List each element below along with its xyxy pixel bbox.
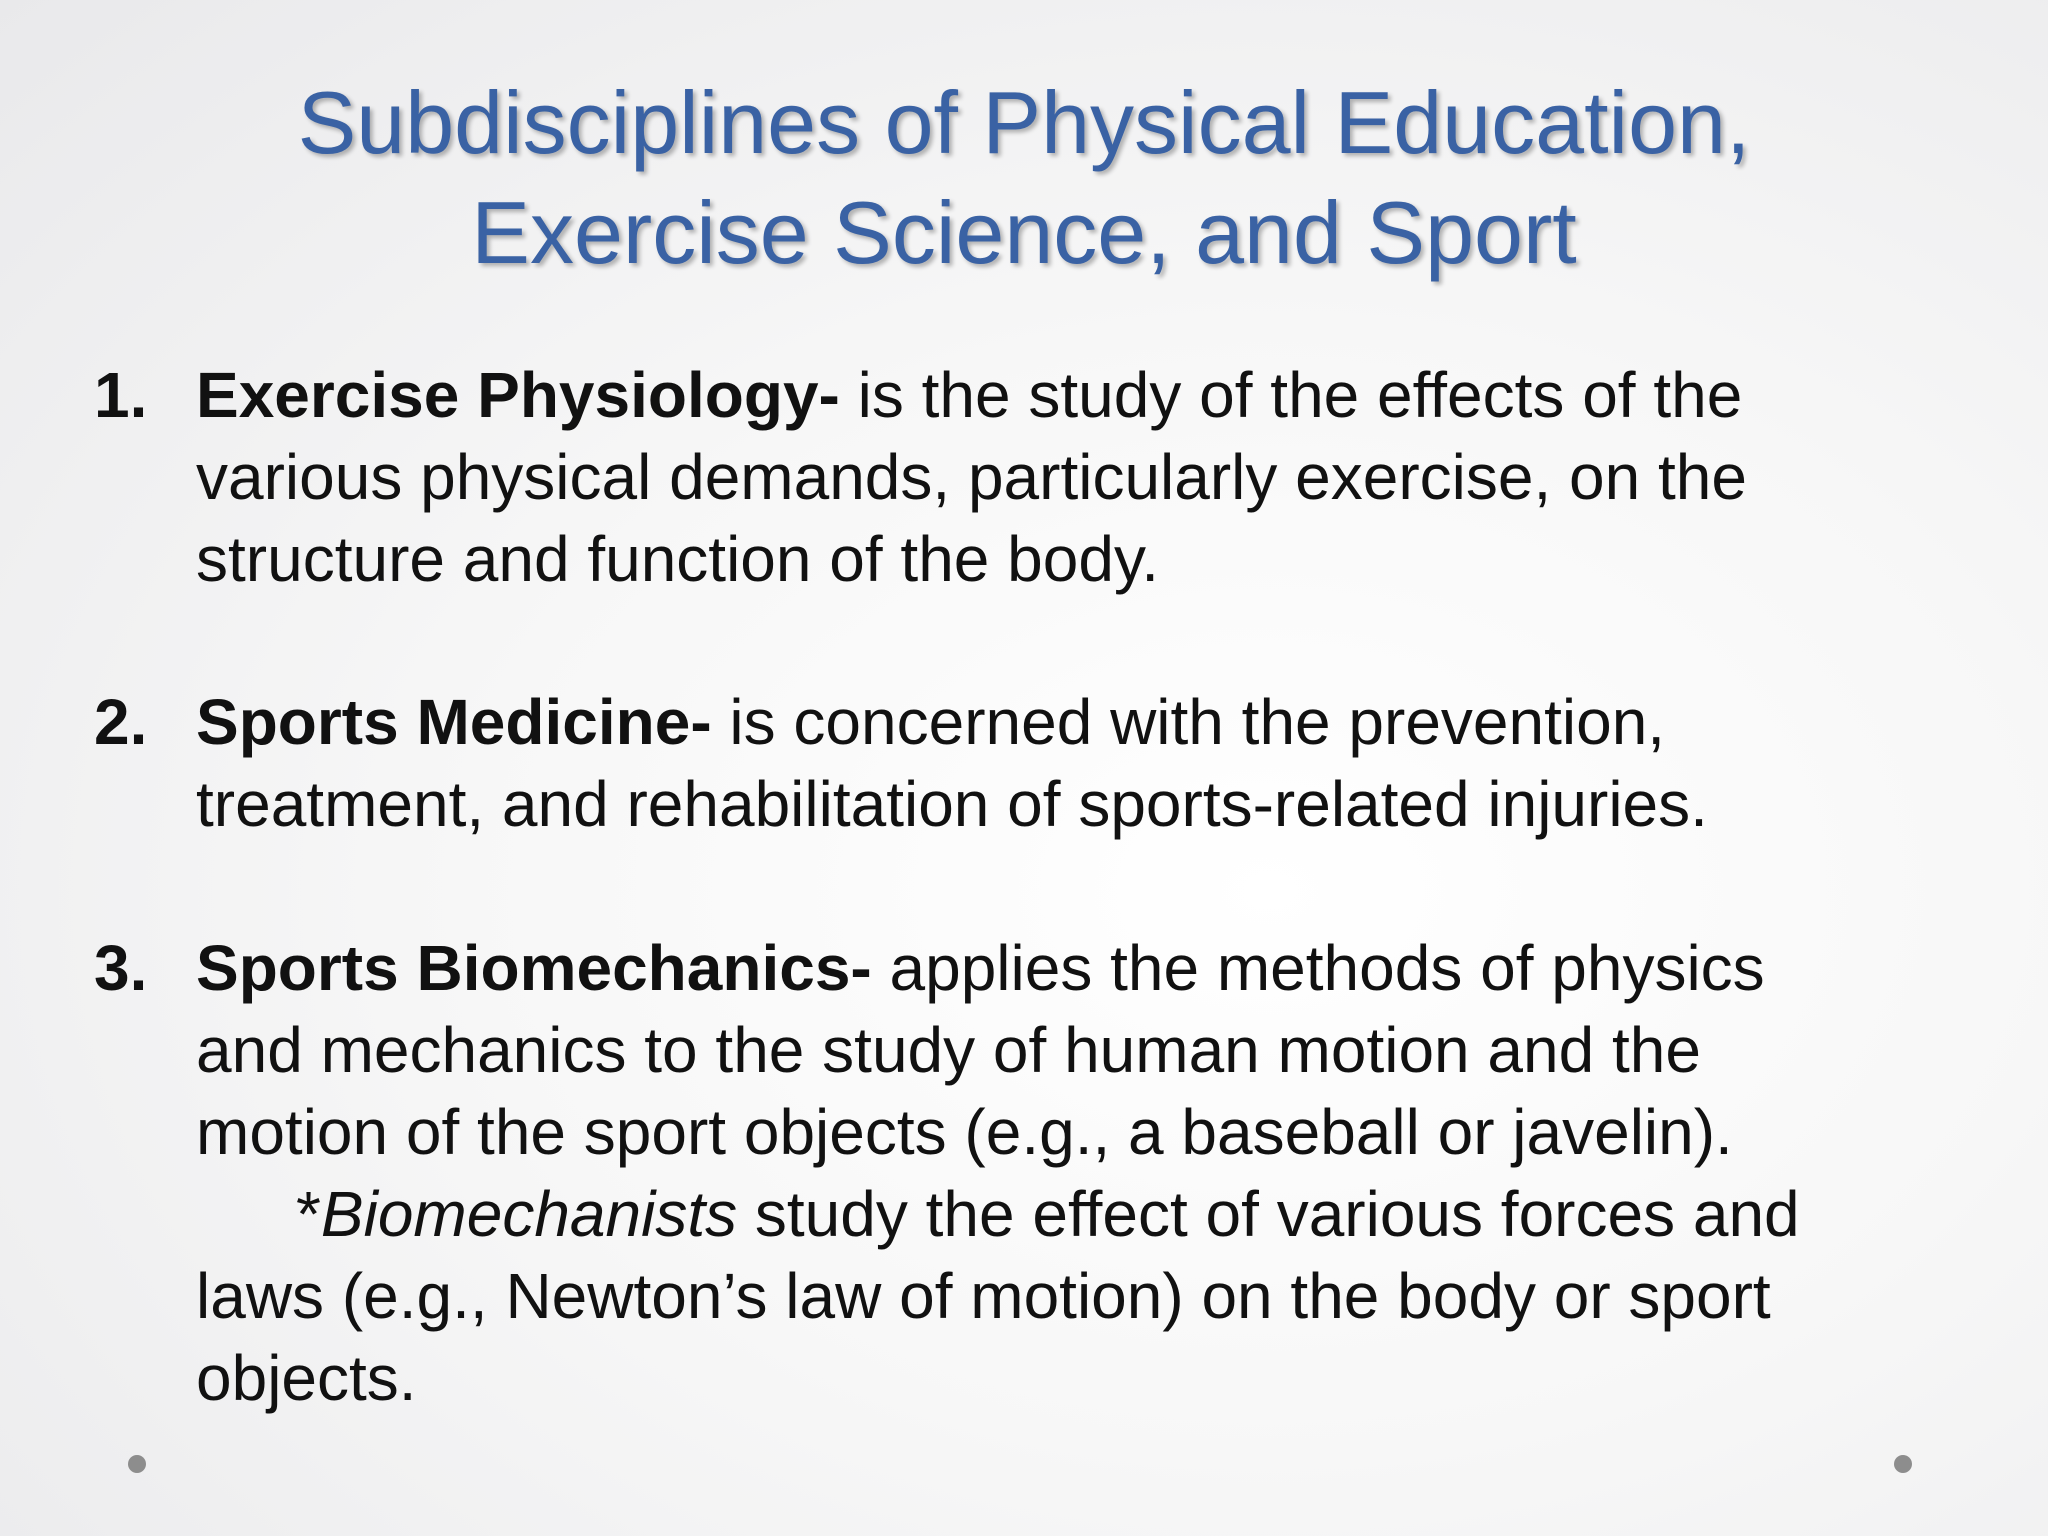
note-asterisk: * — [296, 1178, 321, 1250]
slide-title-line-2: Exercise Science, and Sport — [471, 183, 1577, 282]
note-line: laws (e.g., Newton’s law of motion) on the body or sport — [196, 1260, 1771, 1332]
note-text: study the effect of various forces and — [737, 1178, 1800, 1250]
note-line: objects. — [196, 1342, 417, 1414]
list-item-number: 2. — [94, 686, 148, 758]
biomechanists-note — [196, 1173, 1996, 1255]
definition-line: and mechanics to the study of human motion and the — [196, 1014, 1701, 1086]
right-decorative-dot — [1894, 1455, 1912, 1473]
list-item-text — [196, 354, 1996, 600]
list-item-number: 3. — [94, 932, 148, 1004]
term-sports-biomechanics: Sports Biomechanics- — [196, 932, 872, 1004]
definition-line: structure and function of the body. — [196, 523, 1159, 595]
definition-line: applies the methods of physics — [871, 932, 1765, 1004]
slide-title — [0, 68, 2048, 288]
definition-line: treatment, and rehabilitation of sports-related injuries. — [196, 768, 1708, 840]
note-italic-term: Biomechanists — [320, 1178, 738, 1250]
definition-line: is the study of the effects of the — [839, 359, 1743, 431]
left-decorative-dot — [128, 1455, 146, 1473]
term-sports-medicine: Sports Medicine- — [196, 686, 712, 758]
definition-line: motion of the sport objects (e.g., a baseball or javelin). — [196, 1096, 1733, 1168]
list-item-number: 1. — [94, 359, 148, 431]
definition-line: is concerned with the prevention, — [711, 686, 1666, 758]
definition-line: various physical demands, particularly exercise, on the — [196, 441, 1747, 513]
list-item-text — [196, 681, 1996, 845]
list-item-text — [196, 927, 1996, 1419]
slide-title-line-1: Subdisciplines of Physical Education, — [297, 73, 1751, 172]
term-exercise-physiology: Exercise Physiology- — [196, 359, 840, 431]
